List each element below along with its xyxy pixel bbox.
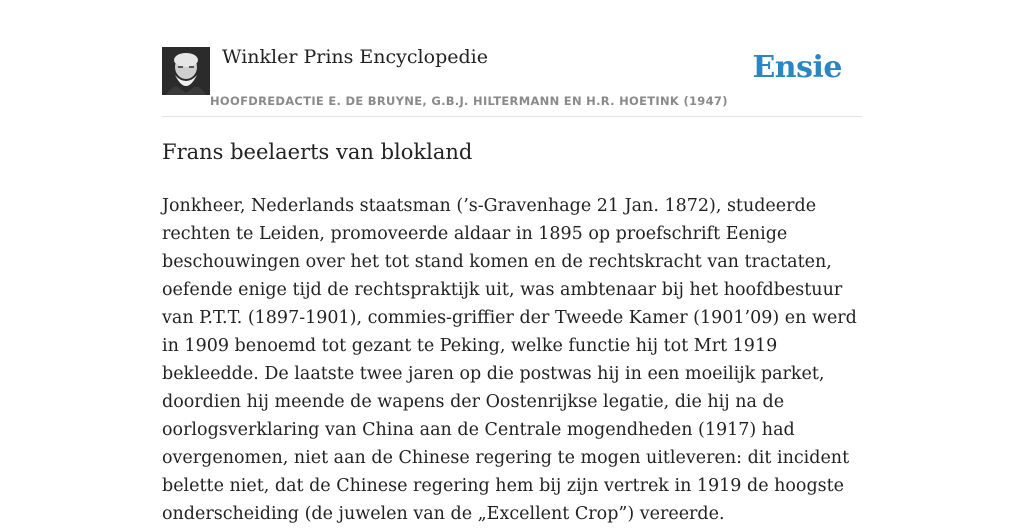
article-body: Jonkheer, Nederlands staatsman (’s-Gravenhage 21 Jan. 1872), studeerde rechten te Leiden, promoveerde aldaar in 1895 op proefschrift Eenige beschouwingen over het tot stand komen en de rechtskracht van tractaten, oefende enige tijd de rechtspraktijk uit, was ambtenaar bij het hoofdbestuur van P.T.T. (1897-1901), commies-griffier der Tweede Kamer (1901’09) en werd in 1909 benoemd tot gezant te Peking, welke functie hij tot Mrt 1919 bekleedde. De laatste twee jaren op die postwas hij in een moeilijk parket, doordien hij meende de wapens der Oostenrijkse legatie, die hij na de oorlogsverklaring van China aan de Centrale mogendheden (1917) had overgenomen, niet aan de Chinese regering te mogen uitleveren: dit incident belette niet, dat de Chinese regering hem bij zijn vertrek in 1919 de hoogste onderscheiding (de juwelen van de „Excellent Crop”) vereerde. [162, 196, 857, 524]
source-editors: HOOFDREDACTIE E. DE BRUYNE, G.B.J. HILTERMANN EN H.R. HOETINK (1947) [210, 94, 728, 108]
article-title: Frans beelaerts van blokland [162, 140, 473, 164]
source-title[interactable]: Winkler Prins Encyclopedie [222, 46, 488, 68]
source-header [162, 46, 862, 117]
author-avatar[interactable] [162, 47, 210, 95]
portrait-image [162, 47, 210, 95]
brand-logo[interactable]: Ensie [752, 50, 842, 85]
